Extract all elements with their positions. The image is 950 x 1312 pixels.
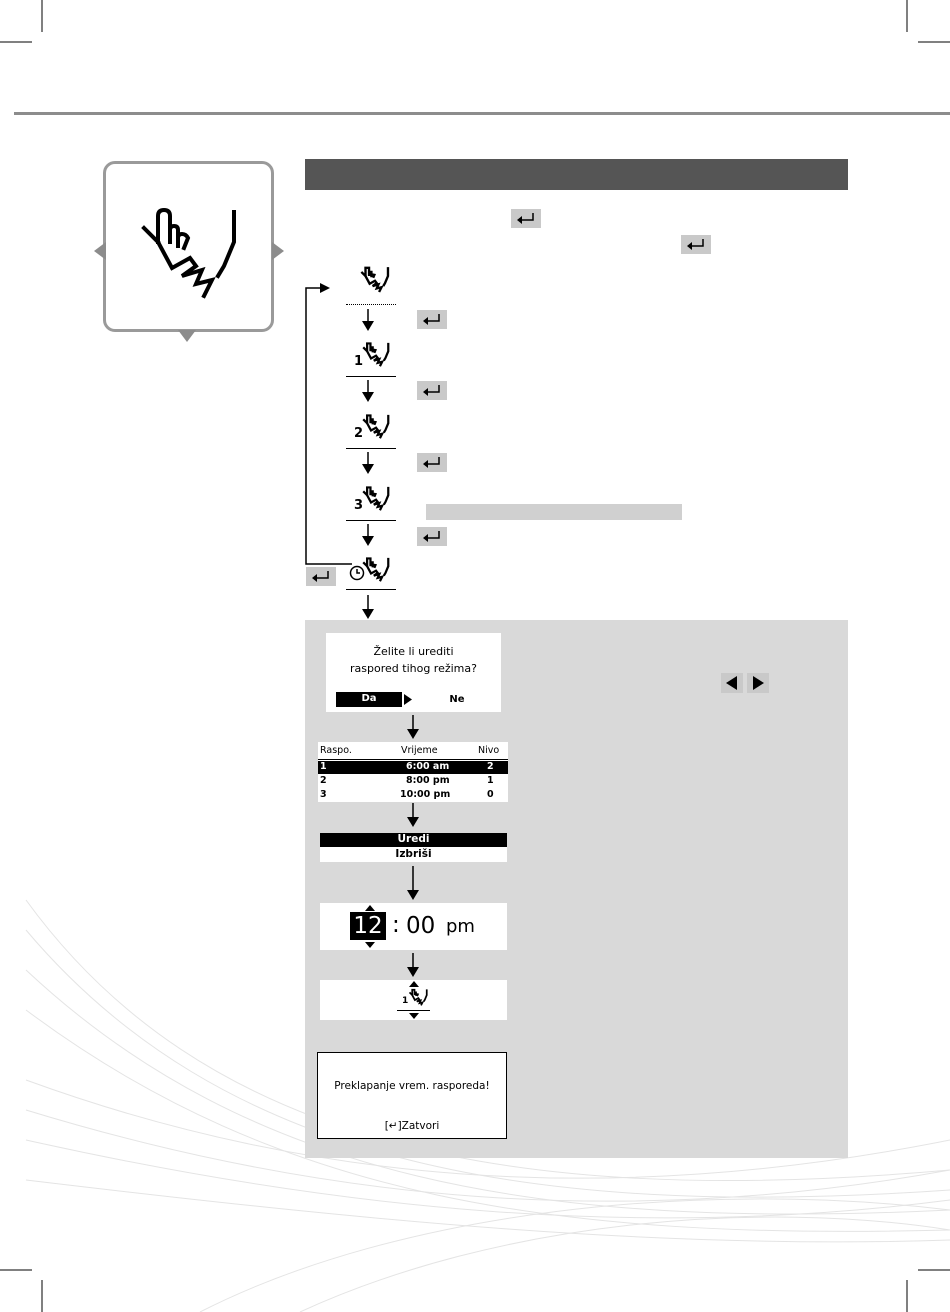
up-arrow-icon <box>365 905 375 911</box>
down-arrow-icon <box>365 942 375 948</box>
enter-key-icon <box>417 381 447 400</box>
flow-step-off <box>345 262 397 304</box>
hand-mute-icon <box>361 484 393 512</box>
down-arrow-icon <box>409 1013 419 1019</box>
selector-arrow-icon <box>404 694 412 705</box>
step-badge: 1 <box>354 354 364 369</box>
enter-key-icon <box>417 310 447 329</box>
flow-arrow-icon <box>362 524 374 546</box>
highlight-bar <box>426 504 682 520</box>
column-header: Raspo. <box>320 745 352 756</box>
enter-key-icon <box>417 453 447 472</box>
column-header: Vrijeme <box>401 745 438 756</box>
screen-arrow-icon <box>407 866 419 900</box>
menu-item-delete[interactable]: Izbriši <box>395 848 432 860</box>
step-divider-dotted <box>346 304 396 305</box>
screen-arrow-icon <box>407 803 419 827</box>
edit-schedule-dialog <box>326 633 501 712</box>
table-row[interactable]: 3 10:00 pm 0 <box>320 789 494 800</box>
enter-key-icon <box>417 527 447 546</box>
mode-panel <box>103 161 274 332</box>
screen-arrow-icon <box>407 953 419 977</box>
hand-mute-icon <box>361 555 393 583</box>
top-rule <box>14 112 950 115</box>
overlap-message: Preklapanje vrem. rasporeda! <box>334 1080 490 1092</box>
step-divider <box>346 376 396 377</box>
time-separator: : <box>392 912 400 938</box>
dialog-line-1: Želite li urediti <box>373 645 454 658</box>
flow-step-3 <box>345 482 397 520</box>
level-display <box>320 980 507 1020</box>
schedule-table <box>318 742 508 802</box>
enter-key-icon <box>511 209 541 228</box>
step-divider <box>346 589 396 590</box>
table-row[interactable]: 1 6:00 am 2 <box>318 761 508 774</box>
hand-mute-icon <box>361 412 393 440</box>
edit-menu <box>320 833 507 862</box>
enter-key-icon <box>306 567 336 586</box>
flow-arrow-icon <box>362 309 374 331</box>
yes-button[interactable]: Da <box>336 692 402 707</box>
flow-step-timer <box>345 555 397 585</box>
no-button[interactable]: Ne <box>449 694 465 705</box>
time-display <box>320 903 507 950</box>
enter-key-icon <box>681 235 711 254</box>
right-arrow-icon <box>272 242 284 260</box>
left-arrow-icon <box>94 242 106 260</box>
screen-arrow-icon <box>407 715 419 739</box>
table-row[interactable]: 2 8:00 pm 1 <box>320 775 494 786</box>
column-header: Nivo <box>478 745 500 756</box>
step-badge: 2 <box>354 426 364 441</box>
step-divider <box>346 448 396 449</box>
hand-mute-icon <box>408 987 430 1007</box>
level-divider <box>397 1010 430 1011</box>
hour-field[interactable]: 12 <box>350 912 386 940</box>
table-header-row <box>318 742 508 760</box>
minute-field[interactable]: 00 <box>406 913 436 939</box>
flow-step-2 <box>345 410 397 448</box>
dialog-line-2: raspored tihog režima? <box>350 662 477 675</box>
flow-arrow-icon <box>362 452 374 474</box>
section-header-bar <box>305 159 848 190</box>
level-badge: 1 <box>402 996 409 1006</box>
step-badge: 3 <box>354 498 364 513</box>
menu-item-edit[interactable]: Uredi <box>320 833 507 847</box>
flow-arrow-icon <box>362 595 374 619</box>
step-divider <box>346 520 396 521</box>
hand-mute-icon <box>359 264 393 294</box>
hand-mute-icon <box>361 340 393 368</box>
ampm-field[interactable]: pm <box>446 916 475 937</box>
flow-arrow-icon <box>362 380 374 402</box>
close-button[interactable]: [↵]Zatvori <box>384 1120 440 1132</box>
left-right-keys-icon <box>721 673 771 693</box>
overlap-dialog <box>317 1052 507 1139</box>
flow-step-1 <box>345 338 397 376</box>
down-arrow-icon <box>178 330 196 342</box>
hand-mute-icon <box>136 202 251 302</box>
